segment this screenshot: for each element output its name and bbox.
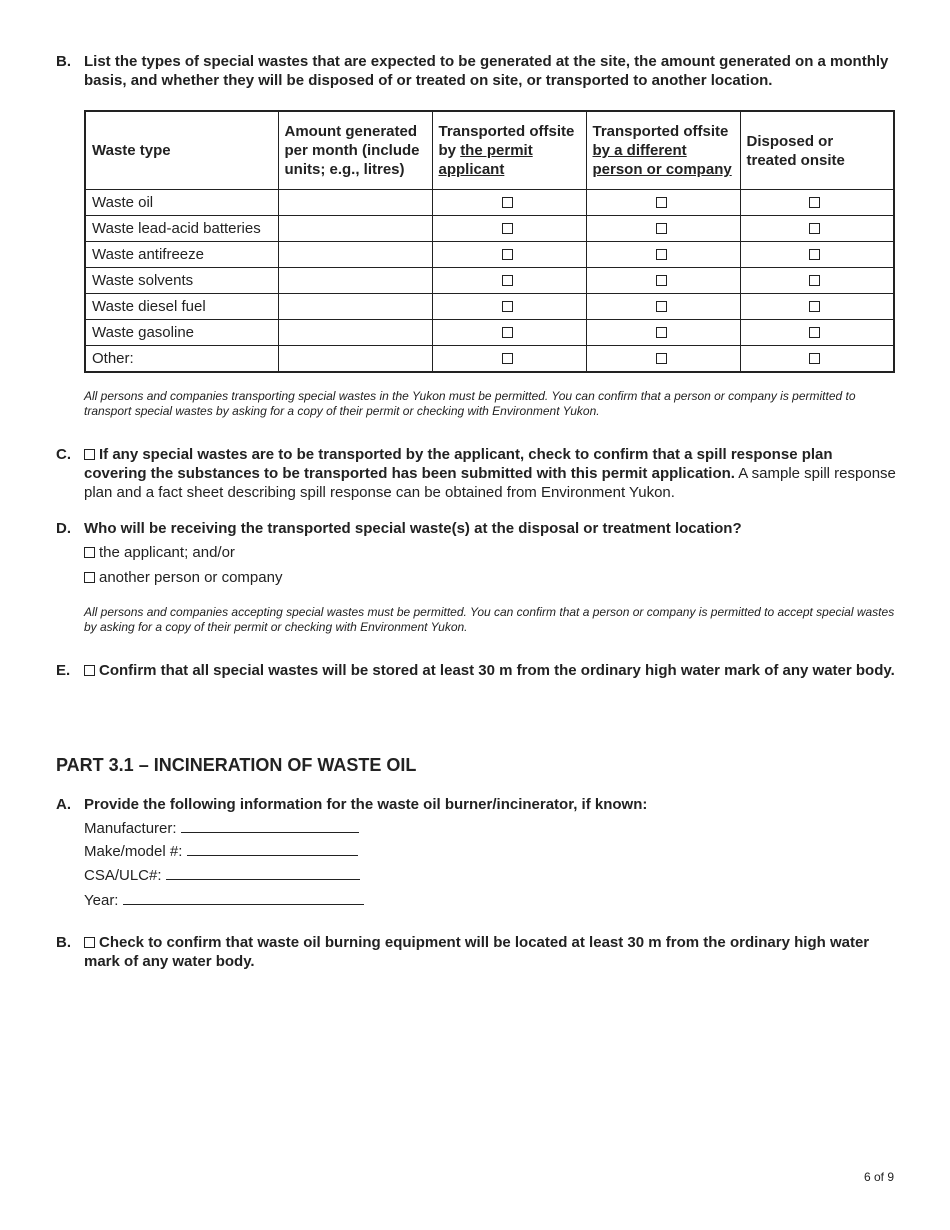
spill-plan-checkbox[interactable] xyxy=(84,449,95,460)
year-input[interactable] xyxy=(123,890,364,905)
waste-type-cell: Waste antifreeze xyxy=(85,242,278,268)
header-applicant-text: Transported offsite by xyxy=(438,123,575,159)
waste-type-cell: Waste lead-acid batteries xyxy=(85,216,278,242)
transport-permit-note: All persons and companies transporting special wastes in the Yukon must be permitted. You can confirm that a person or company is permitted to transport special wastes by asking for a copy of their permit or checking with Environment Yukon. xyxy=(84,389,856,418)
table-row xyxy=(85,320,894,346)
part31-question-b-text: Check to confirm that waste oil burning equipment will be located at least 30 m from the ordinary high water mark of any water body. xyxy=(84,934,870,970)
option-label: the applicant; and/or xyxy=(99,544,235,561)
csa-field xyxy=(84,865,360,884)
question-letter: C. xyxy=(56,446,71,463)
checkbox-transported-applicant[interactable] xyxy=(502,327,513,338)
field-label: Make/model #: xyxy=(84,843,183,860)
checkbox-transported-applicant[interactable] xyxy=(502,275,513,286)
receiver-applicant-checkbox[interactable] xyxy=(84,547,95,558)
model-field xyxy=(84,841,358,860)
checkbox-transported-other[interactable] xyxy=(656,275,667,286)
question-letter: D. xyxy=(56,520,71,537)
waste-type-cell: Waste solvents xyxy=(85,268,278,294)
question-d xyxy=(56,519,896,539)
question-e xyxy=(56,661,896,701)
checkbox-transported-applicant[interactable] xyxy=(502,301,513,312)
table-row xyxy=(85,294,894,320)
accept-permit-note: All persons and companies accepting special wastes must be permitted. You can confirm that a person or company is permitted to accept special wastes by asking for a copy of their permit or checking with Environment Yukon. xyxy=(84,605,895,634)
checkbox-disposed-onsite[interactable] xyxy=(809,301,820,312)
field-label: Year: xyxy=(84,892,119,909)
header-amount: Amount generated per month (include units; e.g., litres) xyxy=(278,111,432,190)
header-transported-by-other xyxy=(586,111,740,190)
checkbox-transported-applicant[interactable] xyxy=(502,249,513,260)
csa-input[interactable] xyxy=(166,865,360,880)
header-other-text: Transported offsite xyxy=(592,123,729,140)
checkbox-transported-other[interactable] xyxy=(656,353,667,364)
part-3-1-heading: PART 3.1 – INCINERATION OF WASTE OIL xyxy=(56,755,417,775)
amount-input-cell[interactable] xyxy=(278,242,432,268)
page-number: 6 of 9 xyxy=(863,1170,894,1184)
question-c xyxy=(56,445,896,503)
checkbox-transported-other[interactable] xyxy=(656,249,667,260)
table-header-row xyxy=(85,111,894,190)
waste-type-cell: Waste diesel fuel xyxy=(85,294,278,320)
year-field xyxy=(84,890,364,909)
option-label: another person or company xyxy=(99,569,283,586)
part31-question-a-text: Provide the following information for the waste oil burner/incinerator, if known: xyxy=(84,796,648,813)
question-letter: B. xyxy=(56,934,71,951)
checkbox-transported-other[interactable] xyxy=(656,327,667,338)
amount-input-cell[interactable] xyxy=(278,216,432,242)
question-b xyxy=(56,52,896,92)
header-waste-type: Waste type xyxy=(85,111,278,190)
question-c-text: A sample spill response plan and a fact sheet describing spill response can be obtained from Environment Yukon. xyxy=(84,465,896,501)
checkbox-disposed-onsite[interactable] xyxy=(809,353,820,364)
waste-type-cell: Waste oil xyxy=(85,190,278,216)
checkbox-transported-applicant[interactable] xyxy=(502,197,513,208)
field-label: Manufacturer: xyxy=(84,820,177,837)
amount-input-cell[interactable] xyxy=(278,190,432,216)
receiver-other-checkbox[interactable] xyxy=(84,572,95,583)
question-letter: E. xyxy=(56,662,71,679)
checkbox-disposed-onsite[interactable] xyxy=(809,327,820,338)
amount-input-cell[interactable] xyxy=(278,294,432,320)
checkbox-transported-applicant[interactable] xyxy=(502,353,513,364)
checkbox-transported-other[interactable] xyxy=(656,197,667,208)
table-row xyxy=(85,268,894,294)
burner-distance-checkbox[interactable] xyxy=(84,937,95,948)
amount-input-cell[interactable] xyxy=(278,320,432,346)
special-waste-table xyxy=(84,110,895,373)
checkbox-disposed-onsite[interactable] xyxy=(809,275,820,286)
header-transported-by-applicant xyxy=(432,111,586,190)
storage-distance-checkbox[interactable] xyxy=(84,665,95,676)
checkbox-disposed-onsite[interactable] xyxy=(809,249,820,260)
checkbox-disposed-onsite[interactable] xyxy=(809,197,820,208)
question-d-text: Who will be receiving the transported special waste(s) at the disposal or treatment location? xyxy=(84,520,742,537)
header-applicant-underlined: the permit applicant xyxy=(438,142,533,178)
waste-type-cell: Waste gasoline xyxy=(85,320,278,346)
question-c-bold-text: If any special wastes are to be transported by the applicant, check to confirm that a spill response plan covering the substances to be transported has been submitted with this permit application. xyxy=(84,446,833,482)
checkbox-disposed-onsite[interactable] xyxy=(809,223,820,234)
table-row xyxy=(85,346,894,373)
table-row xyxy=(85,216,894,242)
header-other-underlined: by a different person or company xyxy=(592,142,732,178)
receiver-option-applicant xyxy=(84,544,235,561)
table-row xyxy=(85,190,894,216)
part31-question-a xyxy=(56,795,896,815)
part31-question-b xyxy=(56,933,896,973)
checkbox-transported-other[interactable] xyxy=(656,301,667,312)
amount-input-cell[interactable] xyxy=(278,268,432,294)
checkbox-transported-other[interactable] xyxy=(656,223,667,234)
question-letter: A. xyxy=(56,796,71,813)
checkbox-transported-applicant[interactable] xyxy=(502,223,513,234)
manufacturer-field xyxy=(84,818,359,837)
manufacturer-input[interactable] xyxy=(181,818,359,833)
field-label: CSA/ULC#: xyxy=(84,867,162,884)
waste-type-cell: Other: xyxy=(85,346,278,373)
table-row xyxy=(85,242,894,268)
question-letter: B. xyxy=(56,53,71,70)
amount-input-cell[interactable] xyxy=(278,346,432,373)
question-e-text: Confirm that all special wastes will be stored at least 30 m from the ordinary high water mark of any water body. xyxy=(99,662,895,679)
header-disposed-onsite: Disposed or treated onsite xyxy=(740,111,894,190)
receiver-option-other xyxy=(84,569,282,586)
model-input[interactable] xyxy=(187,841,358,856)
question-b-text: List the types of special wastes that are expected to be generated at the site, the amount generated on a monthly basis, and whether they will be disposed of or treated on site, or transported to another location. xyxy=(84,53,889,89)
